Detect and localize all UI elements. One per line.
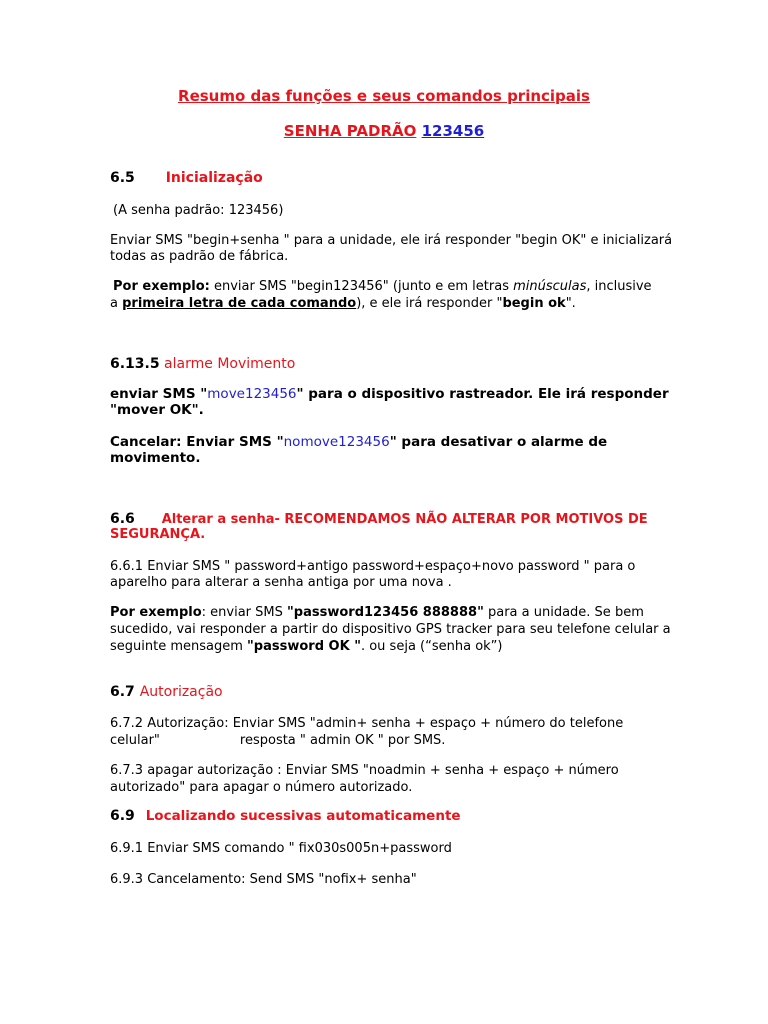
section-6-7-para2-line2: autorizado" para apagar o número autorizado. [110,780,413,795]
section-6-13-5-line1 [110,386,669,402]
text: ". [565,296,576,311]
section-6-13-5-cancel-line1 [110,434,607,450]
section-6-6-para2-line1 [110,604,644,621]
section-6-13-5-line2: "mover OK". [110,402,204,418]
example-label: Por exemplo [110,605,202,620]
section-6-7-para1-line2 [110,732,445,749]
text: " para desativar o alarme de [389,434,608,450]
section-6-5-para1-line1: Enviar SMS "begin+senha " para a unidade, ele irá responder "begin OK" e inicializará [110,233,673,248]
reply-text: "password OK " [247,639,361,654]
example-label: Por exemplo: [113,279,210,294]
text: , inclusive [586,279,652,294]
text: resposta " admin OK " por SMS. [239,733,446,748]
section-6-6-heading-line1 [110,511,648,527]
default-password-line [0,122,768,140]
section-6-5-para1-line2: todas as padrão de fábrica. [110,249,289,264]
command-text: nomove123456 [283,434,390,450]
section-title: Alterar a senha- RECOMENDAMOS NÃO ALTERAR POR MOTIVOS DE [161,512,648,527]
section-6-7-para1-line1: 6.7.2 Autorização: Enviar SMS "admin+ senha + espaço + número do telefone [110,716,624,731]
section-title: Autorização [139,684,223,700]
text: ), e ele irá responder " [356,296,503,311]
text: a [110,296,123,311]
section-number: 6.6 [110,511,135,527]
section-6-5-heading [110,170,263,186]
section-6-7-heading [110,684,223,700]
section-title: Localizando sucessivas automaticamente [145,808,461,824]
document-title: Resumo das funções e seus comandos principais [178,87,590,105]
command-text: move123456 [207,386,297,402]
section-number: 6.5 [110,170,135,186]
default-password-value: 123456 [421,122,485,140]
text: " para o dispositivo rastreador. Ele irá responder [296,386,669,402]
section-6-6-para2-line2: sucedido, vai responder a partir do dispositivo GPS tracker para seu telefone celular a [110,622,671,637]
reply-text: begin ok [502,296,566,311]
section-6-6-para2-line3 [110,638,502,655]
section-title: alarme Movimento [159,356,296,372]
italic-text: minúsculas [513,279,587,294]
section-6-6-para1-line1: 6.6.1 Enviar SMS " password+antigo password+espaço+novo password " para o [110,559,636,574]
section-6-6-para1-line2: aparelho para alterar a senha antiga por uma nova . [110,575,452,590]
section-number: 6.13.5 [110,356,160,372]
section-6-13-5-heading [110,356,295,372]
section-number: 6.9 [110,808,135,824]
text: : enviar SMS [201,605,288,620]
section-6-9-heading [110,808,461,824]
default-password-label: SENHA PADRÃO [283,122,417,140]
text: enviar SMS " [110,386,208,402]
text: enviar SMS "begin123456" (junto e em letras [209,279,514,294]
section-6-9-para2: 6.9.3 Cancelamento: Send SMS "nofix+ senha" [110,872,417,887]
section-6-5-note: (A senha padrão: 123456) [113,203,284,218]
command-text: "password123456 888888" [287,605,484,620]
section-number: 6.7 [110,684,135,700]
section-6-5-para2-line2 [110,295,576,312]
underlined-text: primeira letra de cada comando [122,296,357,311]
text: . ou seja (“senha ok”) [360,639,503,654]
section-6-7-para2-line1: 6.7.3 apagar autorização : Enviar SMS "noadmin + senha + espaço + número [110,763,619,778]
section-6-13-5-cancel-line2: movimento. [110,450,201,466]
text: para a unidade. Se bem [483,605,644,620]
section-6-6-heading-line2: SEGURANÇA. [110,527,206,542]
text: seguinte mensagem [110,639,248,654]
section-title: Inicialização [165,170,263,186]
section-6-5-para2-line1 [113,278,652,295]
text: Cancelar: Enviar SMS " [110,434,284,450]
section-6-9-para1: 6.9.1 Enviar SMS comando " fix030s005n+password [110,841,452,856]
text: celular" [110,733,160,748]
